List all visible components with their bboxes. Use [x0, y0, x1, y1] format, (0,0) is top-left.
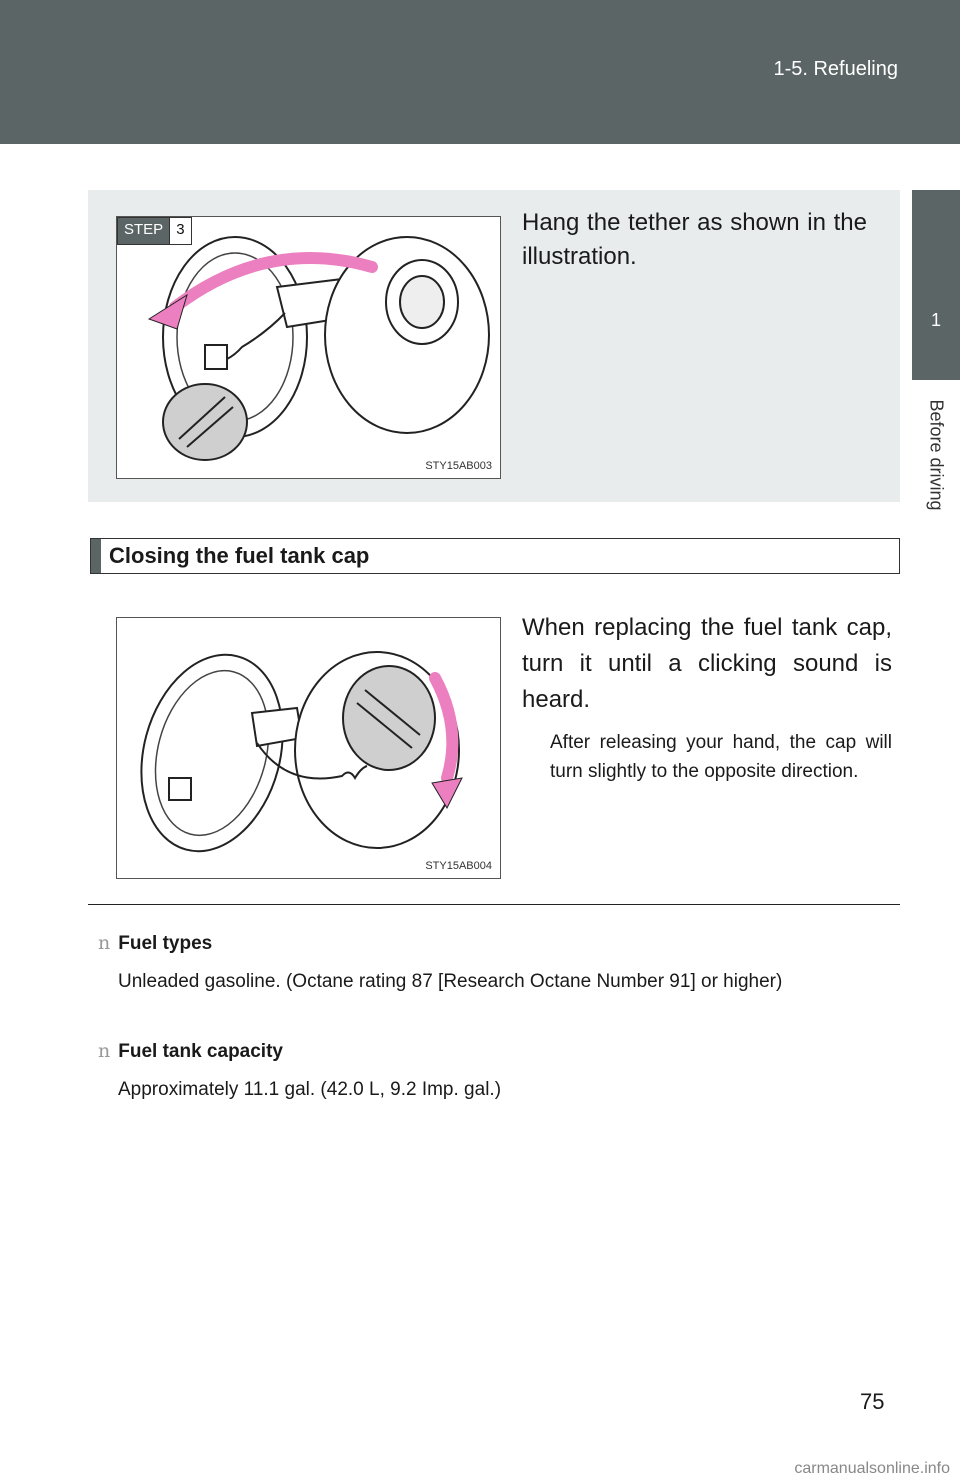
closing-cap-illustration	[116, 617, 501, 879]
step-word: STEP	[118, 218, 169, 244]
divider	[88, 904, 900, 905]
chapter-label: Before driving	[926, 399, 947, 511]
page-number: 75	[860, 1389, 885, 1414]
note-title-text: Fuel tank capacity	[118, 1041, 283, 1062]
step-number: 3	[169, 218, 190, 244]
step-badge	[117, 217, 192, 245]
note-bullet: n	[98, 1040, 111, 1062]
fuel-door-open-illustration	[117, 217, 500, 478]
note-body-fuel-types: Unleaded gasoline. (Octane rating 87 [Research Octane Number 91] or higher)	[118, 971, 783, 992]
section-title: 1-5. Refueling	[773, 58, 898, 80]
watermark: carmanualsonline.info	[794, 1460, 950, 1477]
note-title-text: Fuel types	[118, 933, 213, 954]
cap-turn-illustration	[117, 618, 500, 878]
note-title-fuel-types	[98, 932, 212, 955]
closing-note: After releasing your hand, the cap will turn slightly to the opposite direction.	[550, 732, 892, 782]
closing-instruction: When replacing the fuel tank cap, turn it until a clicking sound is heard.	[522, 614, 892, 713]
heading-accent-bar	[91, 539, 101, 573]
page-header	[0, 0, 960, 144]
figure-code: STY15AB004	[425, 860, 492, 872]
chapter-label-container	[912, 380, 960, 530]
note-bullet: n	[98, 932, 111, 954]
figure-code: STY15AB003	[425, 460, 492, 472]
tether-illustration	[116, 216, 501, 479]
step-instruction: Hang the tether as shown in the illustration.	[522, 209, 867, 270]
section-heading-text: Closing the fuel tank cap	[109, 543, 370, 568]
note-title-fuel-capacity	[98, 1040, 283, 1063]
note-body-fuel-capacity: Approximately 11.1 gal. (42.0 L, 9.2 Imp. gal.)	[118, 1079, 502, 1100]
chapter-number: 1	[930, 310, 941, 330]
chapter-tab	[912, 190, 960, 380]
section-heading	[90, 538, 900, 574]
